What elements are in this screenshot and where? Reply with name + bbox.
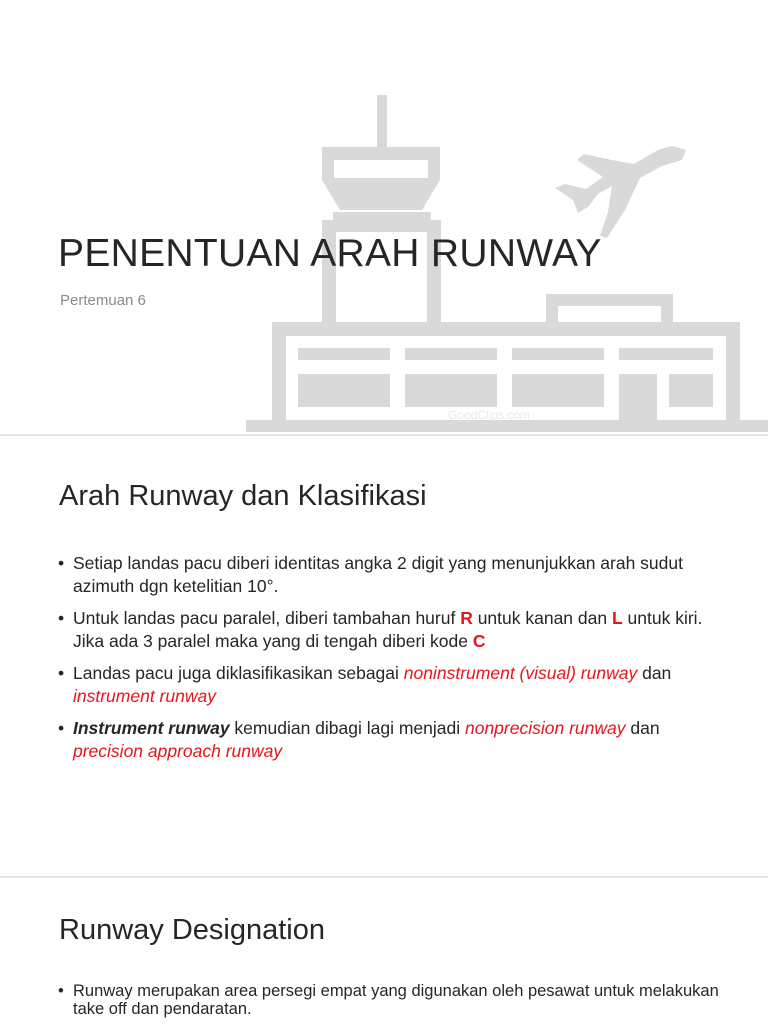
code-c: C bbox=[472, 631, 486, 651]
term-instrument-runway: Instrument runway bbox=[73, 718, 230, 738]
bullet-list bbox=[58, 982, 728, 1027]
list-item bbox=[58, 982, 728, 1018]
tower-antenna bbox=[377, 95, 387, 147]
bullet-list bbox=[58, 552, 728, 772]
bullet-text: kemudian dibagi lagi menjadi bbox=[229, 718, 465, 738]
watermark: GoodClips.com bbox=[448, 408, 531, 422]
code-r: R bbox=[460, 608, 473, 628]
bullet-icon: • bbox=[58, 982, 64, 1000]
slide-subtitle: Pertemuan 6 bbox=[60, 292, 146, 309]
list-item bbox=[58, 662, 728, 708]
bullet-icon: • bbox=[58, 718, 65, 738]
roof-annex bbox=[546, 294, 673, 322]
term-noninstrument: noninstrument (visual) runway bbox=[403, 663, 638, 683]
code-l: L bbox=[611, 608, 623, 628]
slide-heading: Runway Designation bbox=[59, 914, 325, 946]
tower-cab bbox=[322, 147, 440, 210]
title-slide bbox=[0, 0, 768, 434]
bullet-text: untuk kiri. Jika ada 3 paralel maka yang di tengah diberi kode bbox=[73, 608, 703, 651]
term-nonprecision: nonprecision runway bbox=[464, 718, 626, 738]
list-item bbox=[58, 717, 728, 763]
content-slide-designation bbox=[0, 876, 768, 1026]
term-precision-approach: precision approach runway bbox=[73, 741, 283, 761]
bullet-text: untuk kanan dan bbox=[472, 608, 612, 628]
list-item bbox=[58, 552, 728, 598]
bullet-text: dan bbox=[625, 718, 660, 738]
bullet-text: Untuk landas pacu paralel, diberi tambahan huruf bbox=[73, 608, 461, 628]
bullet-icon: • bbox=[58, 553, 65, 573]
content-slide-klasifikasi bbox=[0, 434, 768, 876]
airplane-icon bbox=[555, 146, 686, 238]
slide-heading: Arah Runway dan Klasifikasi bbox=[59, 480, 427, 512]
term-instrument: instrument runway bbox=[73, 686, 216, 706]
bullet-icon: • bbox=[58, 608, 65, 628]
list-item bbox=[58, 607, 728, 653]
bullet-icon: • bbox=[58, 663, 65, 683]
tower-cab-roof bbox=[333, 212, 431, 220]
bullet-text: Setiap landas pacu diberi identitas angka 2 digit yang menunjukkan arah sudut azimuth dgn ketelitian 10°. bbox=[73, 553, 683, 596]
bullet-text: Landas pacu juga diklasifikasikan sebagai bbox=[73, 663, 404, 683]
airport-illustration bbox=[0, 0, 768, 434]
bullet-text: Runway merupakan area persegi empat yang digunakan oleh pesawat untuk melakukan take off dan pendaratan. bbox=[73, 982, 719, 1018]
bullet-text: dan bbox=[637, 663, 672, 683]
slide-title: PENENTUAN ARAH RUNWAY bbox=[58, 232, 602, 275]
